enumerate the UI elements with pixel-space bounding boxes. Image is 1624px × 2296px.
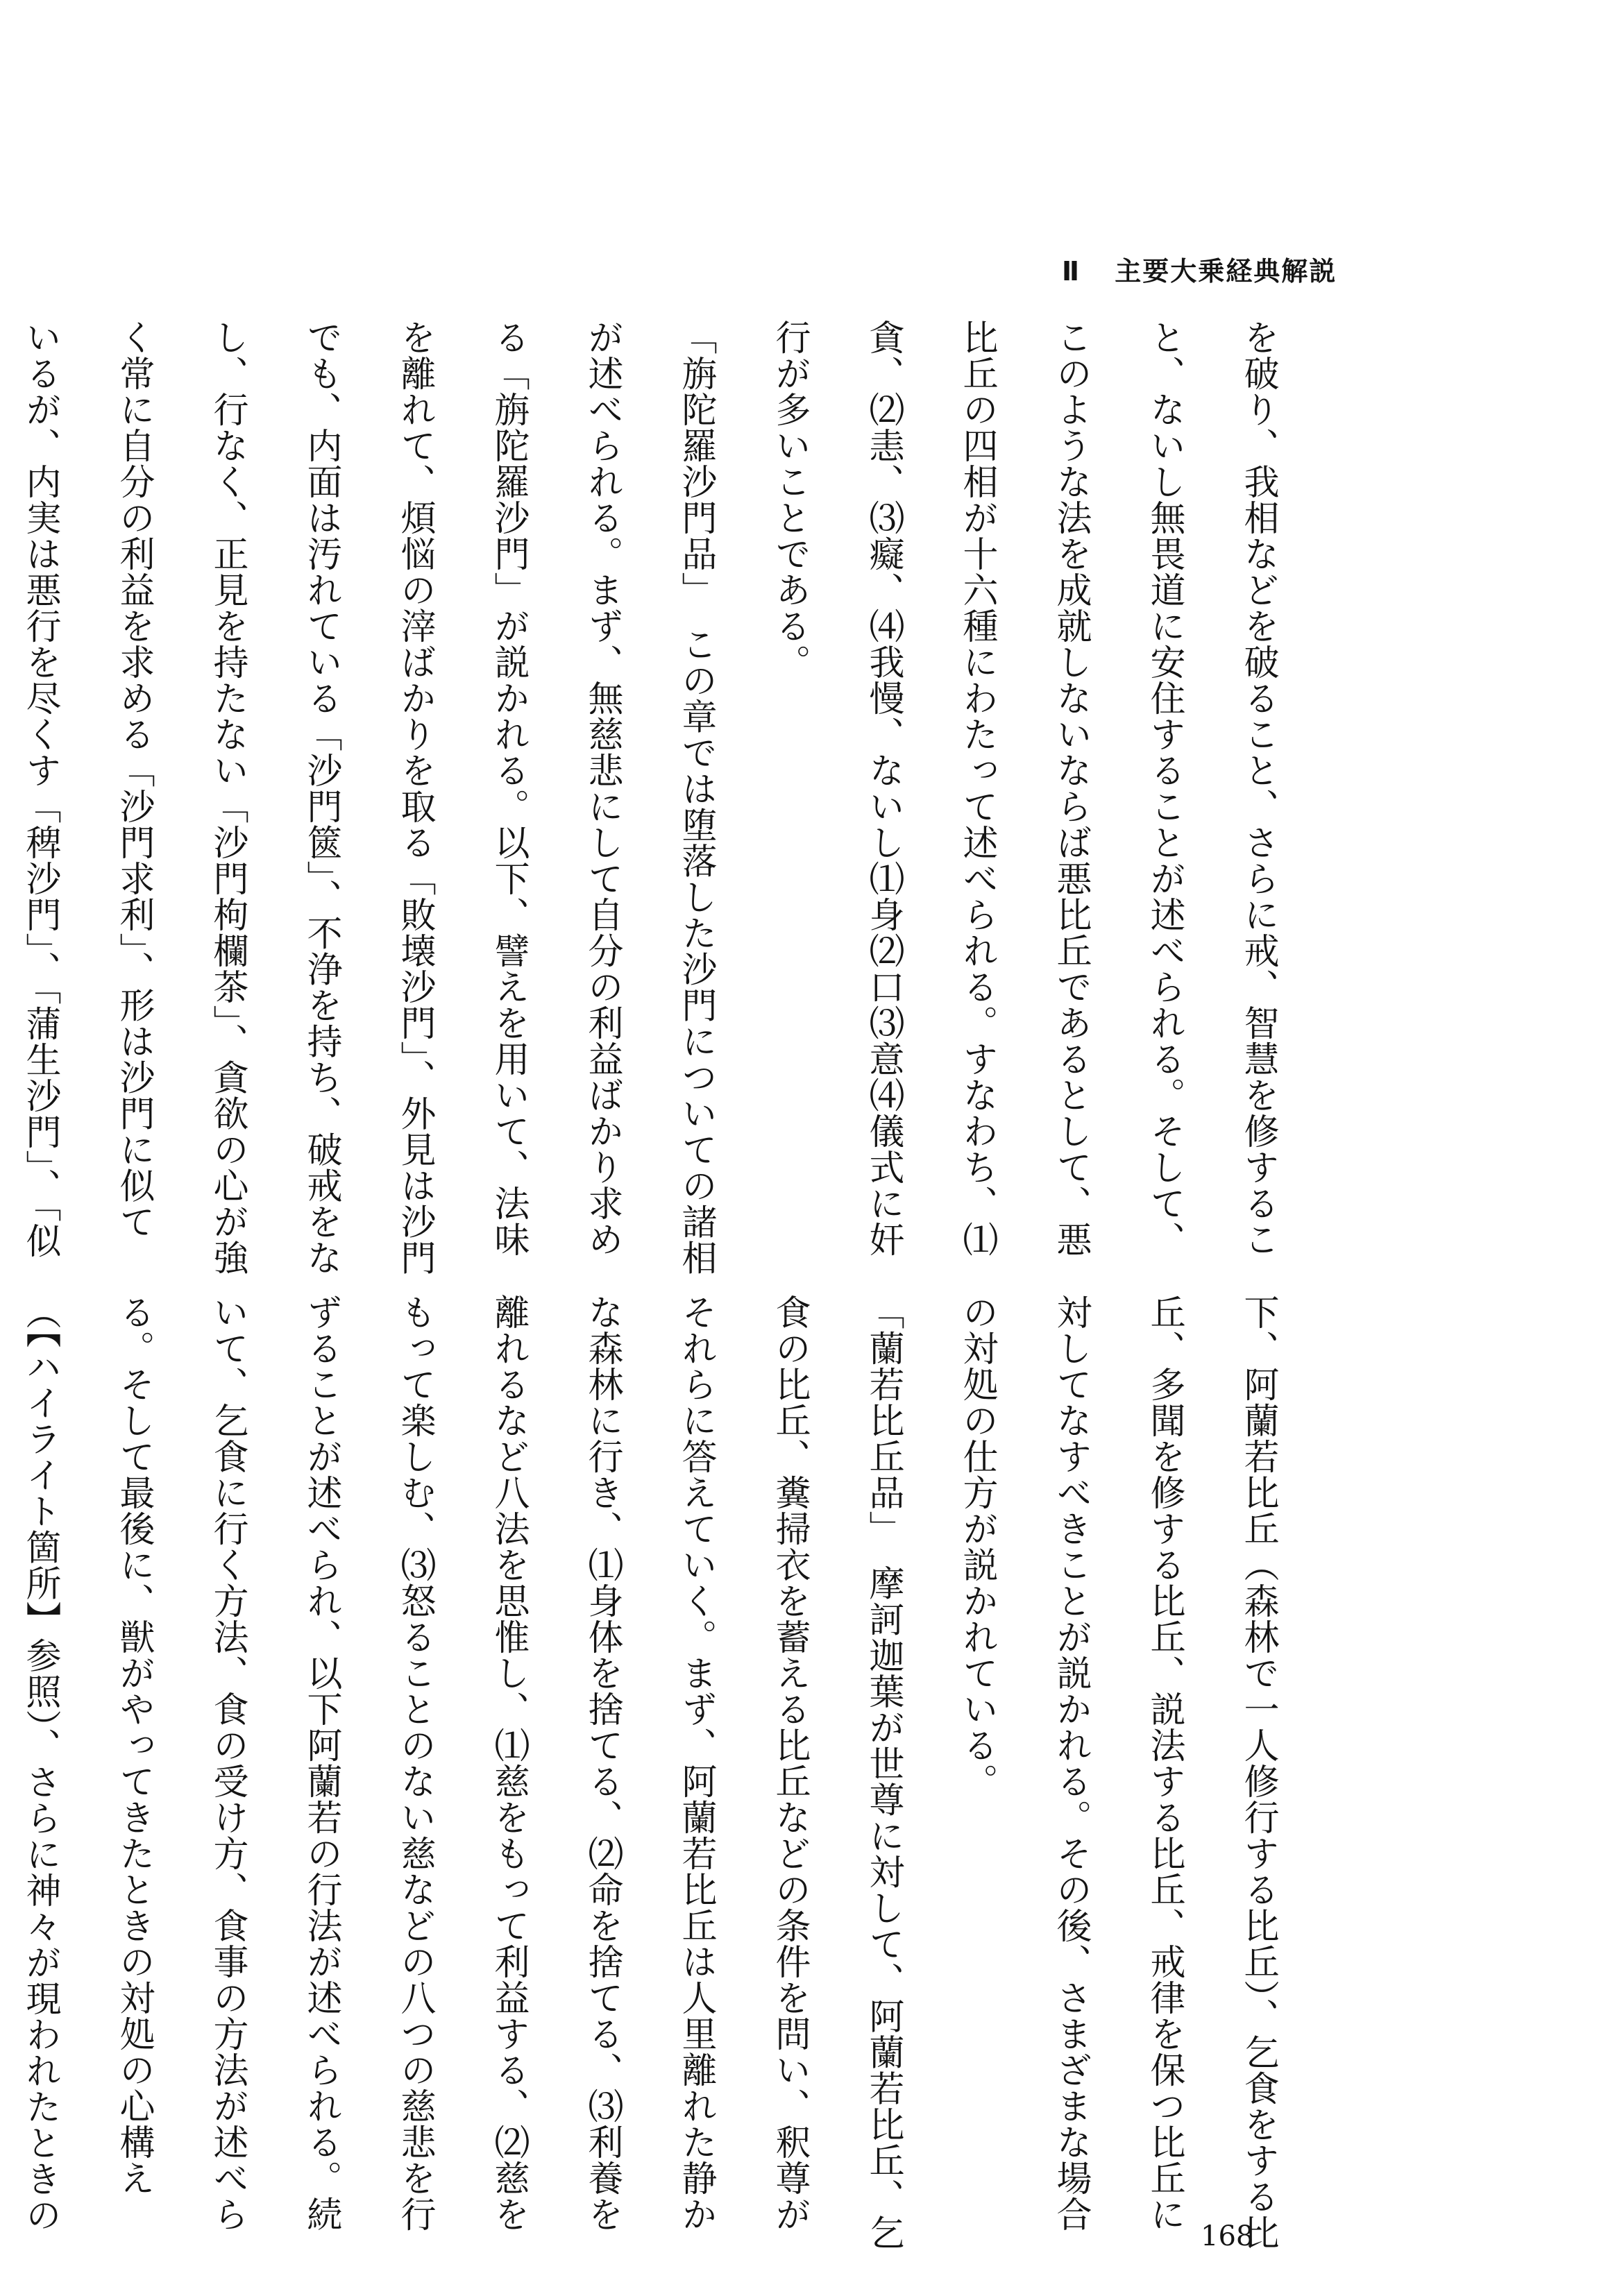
text-column: の対処の仕方が説かれている。 — [956, 1294, 997, 1799]
text-column: 貪、⑵恚、⑶癡、⑷我慢、ないし⑴身⑵口⑶意⑷儀式に奸 — [863, 319, 904, 1257]
text-column: 「蘭若比丘品」 摩訶迦葉が世尊に対して、阿蘭若比丘、乞 — [863, 1294, 904, 2251]
text-column: 下、阿蘭若比丘（森林で一人修行する比丘）、乞食をする比 — [1237, 1294, 1278, 2251]
text-column: る「旃陀羅沙門」が説かれる。以下、譬えを用いて、法味 — [488, 319, 529, 1257]
text-column: いるが、内実は悪行を尽くす「稗沙門」、「蒲生沙門」、「似 — [19, 319, 60, 1259]
text-column: でも、内面は汚れている「沙門篋」、不浄を持ち、破戒をな — [301, 319, 341, 1276]
chapter-title: 主要大乗経典解説 — [1115, 256, 1337, 287]
text-column: 対してなすべきことが説かれる。その後、さまざまな場合 — [1050, 1294, 1091, 2232]
upper-text-block — [19, 319, 1305, 1276]
text-column: を破り、我相などを破ること、さらに戒、智慧を修するこ — [1237, 319, 1278, 1257]
text-column: （【ハイライト箇所】参照）、さらに神々が現われたときの — [19, 1294, 60, 2233]
text-column: を離れて、煩悩の滓ばかりを取る「敗壊沙門」、外見は沙門 — [394, 319, 435, 1276]
text-column: 食の比丘、糞掃衣を蓄える比丘などの条件を問い、釈尊が — [769, 1294, 810, 2232]
text-column: いて、乞食に行く方法、食の受け方、食事の方法が述べら — [207, 1294, 248, 2232]
text-column: ずることが述べられ、以下阿蘭若の行法が述べられる。続 — [301, 1294, 341, 2232]
text-column: もって楽しむ、⑶怒ることのない慈などの八つの慈悲を行 — [394, 1294, 435, 2232]
text-column: 「旃陀羅沙門品」 この章では堕落した沙門についての諸相 — [675, 319, 716, 1276]
text-column: く常に自分の利益を求める「沙門求利」、形は沙門に似て — [113, 319, 154, 1240]
page-number: 168 — [1201, 2220, 1254, 2252]
text-column: 行が多いことである。 — [769, 319, 810, 680]
text-column: 丘、多聞を修する比丘、説法する比丘、戒律を保つ比丘に — [1144, 1294, 1185, 2232]
text-column: このような法を成就しないならば悪比丘であるとして、悪 — [1050, 319, 1091, 1257]
text-column: が述べられる。まず、無慈悲にして自分の利益ばかり求め — [582, 319, 623, 1257]
chapter-number: Ⅱ — [1062, 256, 1081, 287]
text-column: と、ないし無畏道に安住することが述べられる。そして、 — [1144, 319, 1185, 1257]
text-column: 離れるなど八法を思惟し、⑴慈をもって利益する、⑵慈を — [488, 1294, 529, 2232]
text-column: し、行なく、正見を持たない「沙門枸欄茶」、貪欲の心が強 — [207, 319, 248, 1276]
text-column: それらに答えていく。まず、阿蘭若比丘は人里離れた静か — [675, 1294, 716, 2232]
text-column: る。そして最後に、獣がやってきたときの対処の心構え — [113, 1294, 154, 2196]
running-header — [1062, 250, 1337, 288]
text-column: な森林に行き、⑴身体を捨てる、⑵命を捨てる、⑶利養を — [582, 1294, 623, 2232]
text-column: 比丘の四相が十六種にわたって述べられる。すなわち、⑴ — [956, 319, 997, 1257]
